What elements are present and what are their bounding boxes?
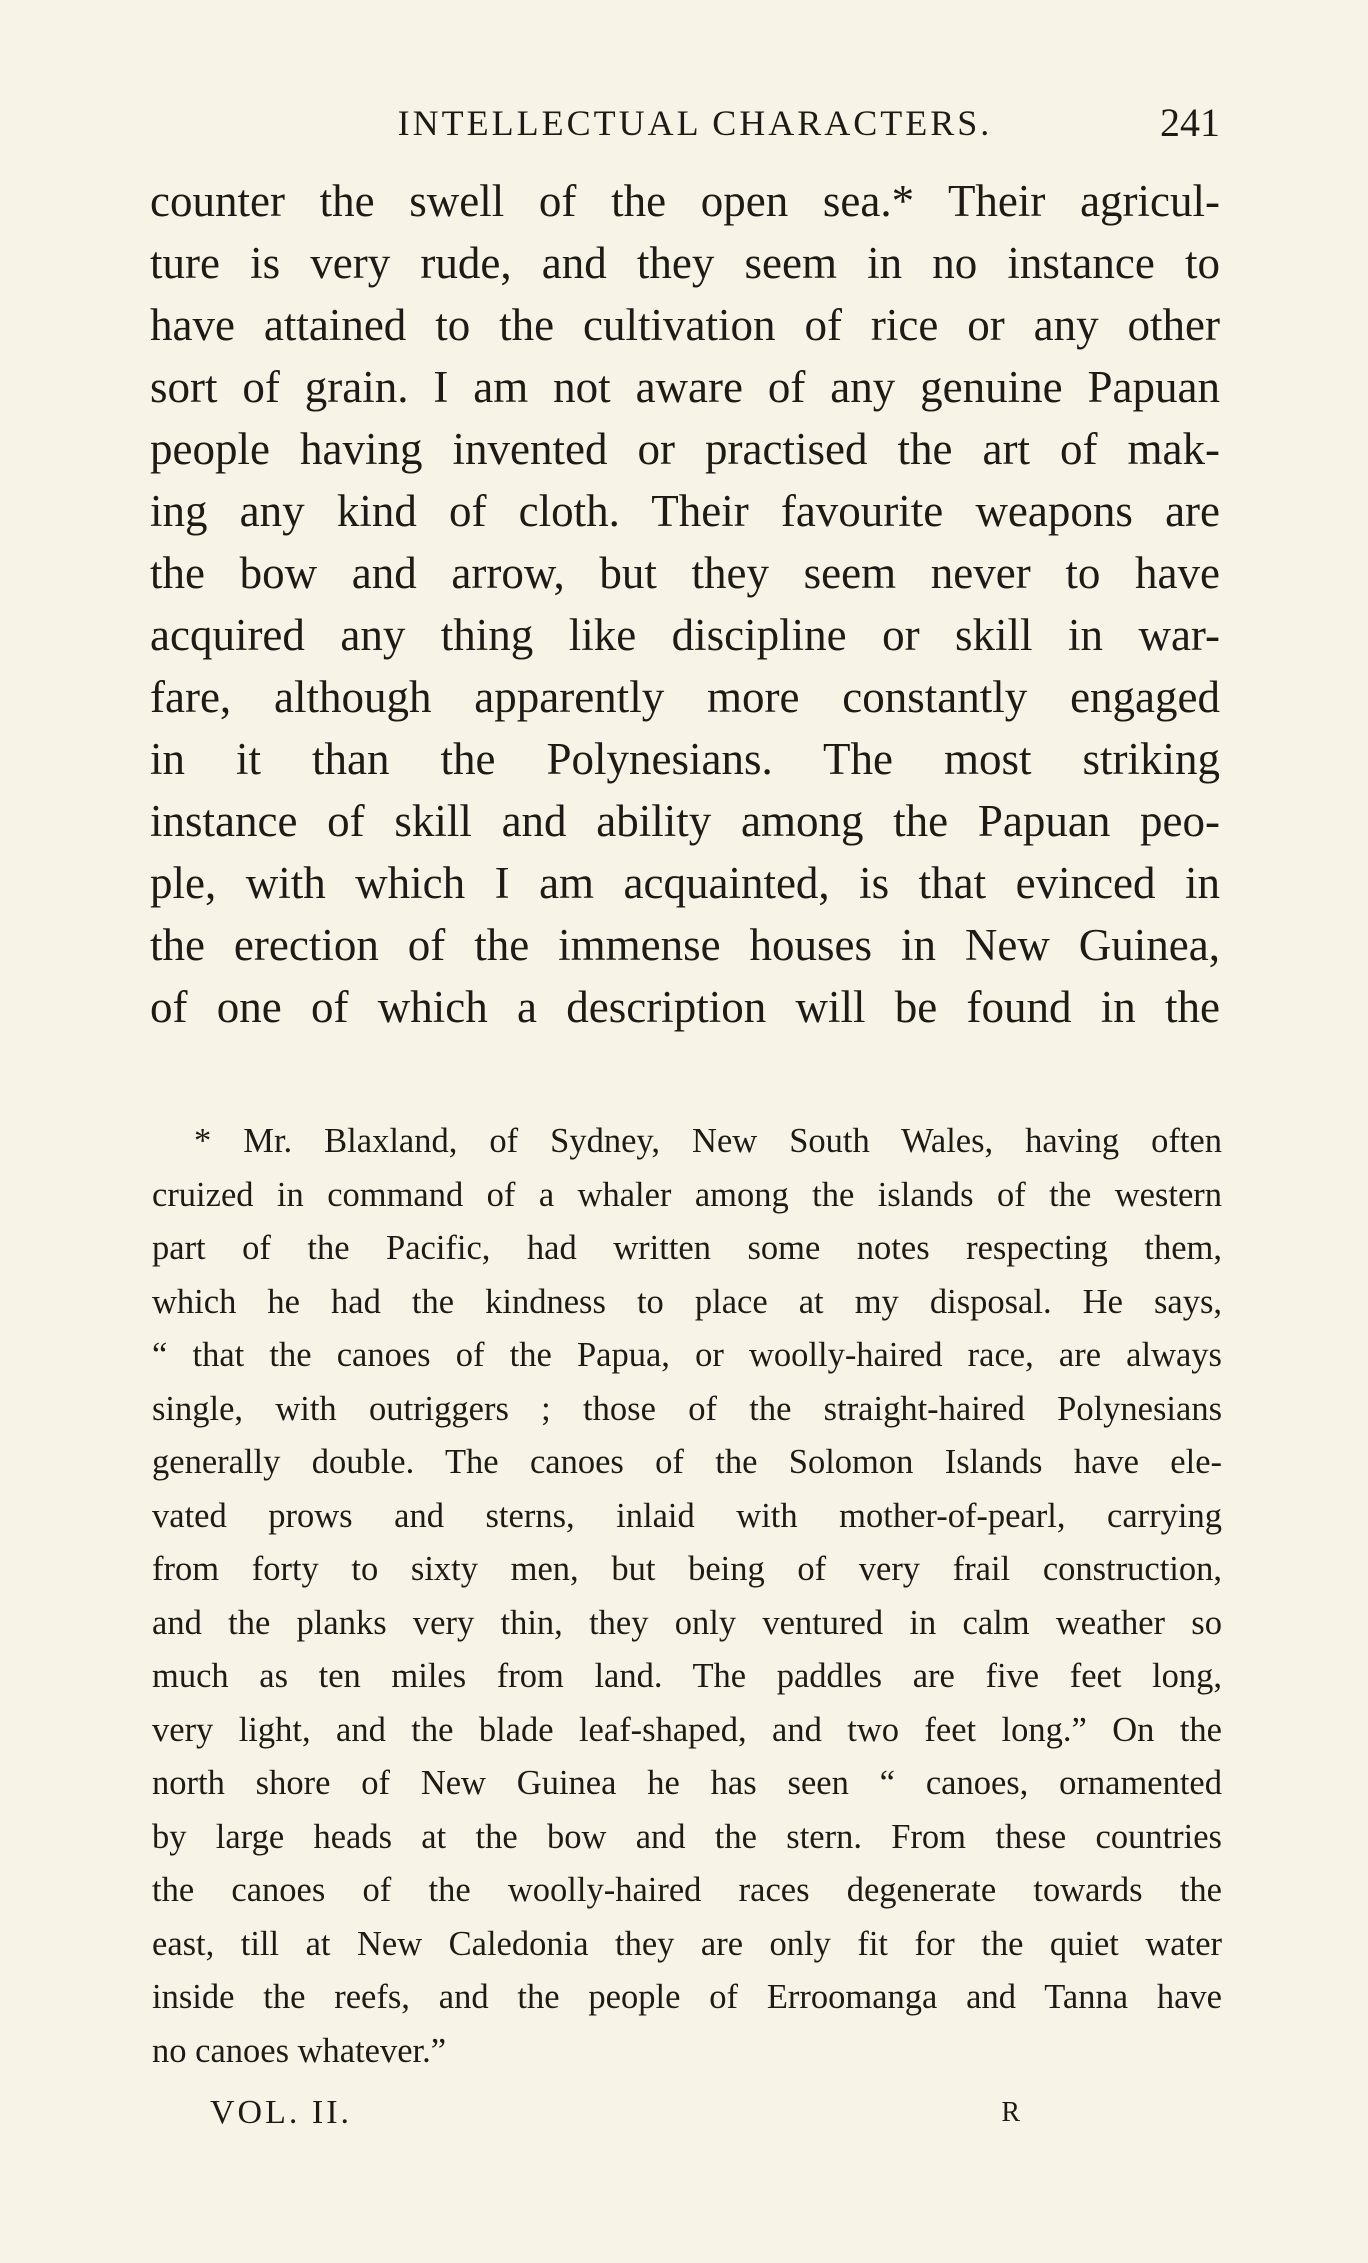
footnote-line: and the planks very thin, they only ventured in calm weather so (152, 1603, 1222, 1642)
footnote-line: generally double. The canoes of the Solomon Islands have ele- (152, 1443, 1222, 1481)
footnote-line: from forty to sixty men, but being of very frail construction, (152, 1550, 1222, 1588)
page-footer (210, 2088, 1020, 2138)
footnote-line: no canoes whatever.” (152, 2031, 447, 2070)
footnote (152, 1115, 1222, 2078)
footnote-line: part of the Pacific, had written some notes respecting them, (152, 1229, 1222, 1267)
page-header (150, 98, 1220, 148)
body-line: sort of grain. I am not aware of any genuine Papuan (150, 362, 1220, 412)
running-head: INTELLECTUAL CHARACTERS. (397, 103, 993, 143)
footnote-line: * Mr. Blaxland, of Sydney, New South Wales, having often (194, 1122, 1222, 1160)
volume-label: VOL. II. (210, 2094, 353, 2131)
body-line: counter the swell of the open sea.* Their agricul- (150, 176, 1220, 226)
body-line: of one of which a description will be found in the (150, 982, 1220, 1032)
body-line: fare, although apparently more constantly engaged (150, 672, 1220, 722)
footnote-line: cruized in command of a whaler among the islands of the western (152, 1175, 1222, 1214)
footnote-line: which he had the kindness to place at my disposal. He says, (152, 1282, 1222, 1321)
signature-mark: R (1001, 2097, 1020, 2128)
body-line: ing any kind of cloth. Their favourite weapons are (150, 486, 1220, 536)
footnote-line: east, till at New Caledonia they are only fit for the quiet water (152, 1924, 1222, 1963)
body-line: instance of skill and ability among the Papuan peo- (150, 796, 1220, 846)
footnote-line: by large heads at the bow and the stern. From these countries (152, 1817, 1222, 1856)
footnote-line: single, with outriggers ; those of the straight-haired Polynesians (152, 1389, 1222, 1428)
footnote-line: very light, and the blade leaf-shaped, and two feet long.” On the (152, 1710, 1222, 1749)
footnote-line: much as ten miles from land. The paddles are five feet long, (152, 1657, 1222, 1695)
body-line: have attained to the cultivation of rice or any other (150, 300, 1220, 350)
body-line: acquired any thing like discipline or skill in war- (150, 610, 1220, 660)
body-line: people having invented or practised the art of mak- (150, 424, 1220, 474)
body-line: the bow and arrow, but they seem never to have (150, 548, 1220, 598)
footnote-line: the canoes of the woolly-haired races degenerate towards the (152, 1871, 1222, 1909)
footnote-line: north shore of New Guinea he has seen “ canoes, ornamented (152, 1764, 1222, 1802)
footnote-line: vated prows and sterns, inlaid with mother-of-pearl, carrying (152, 1496, 1222, 1535)
body-text (150, 170, 1220, 1038)
body-line: ture is very rude, and they seem in no instance to (150, 238, 1220, 288)
footnote-line: “ that the canoes of the Papua, or woolly-haired race, are always (152, 1336, 1222, 1374)
footnote-line: inside the reefs, and the people of Erroomanga and Tanna have (152, 1978, 1222, 2016)
body-line: ple, with which I am acquainted, is that evinced in (150, 858, 1220, 908)
body-line: the erection of the immense houses in New Guinea, (150, 920, 1220, 970)
body-line: in it than the Polynesians. The most striking (150, 734, 1220, 784)
page-number: 241 (1160, 100, 1220, 145)
